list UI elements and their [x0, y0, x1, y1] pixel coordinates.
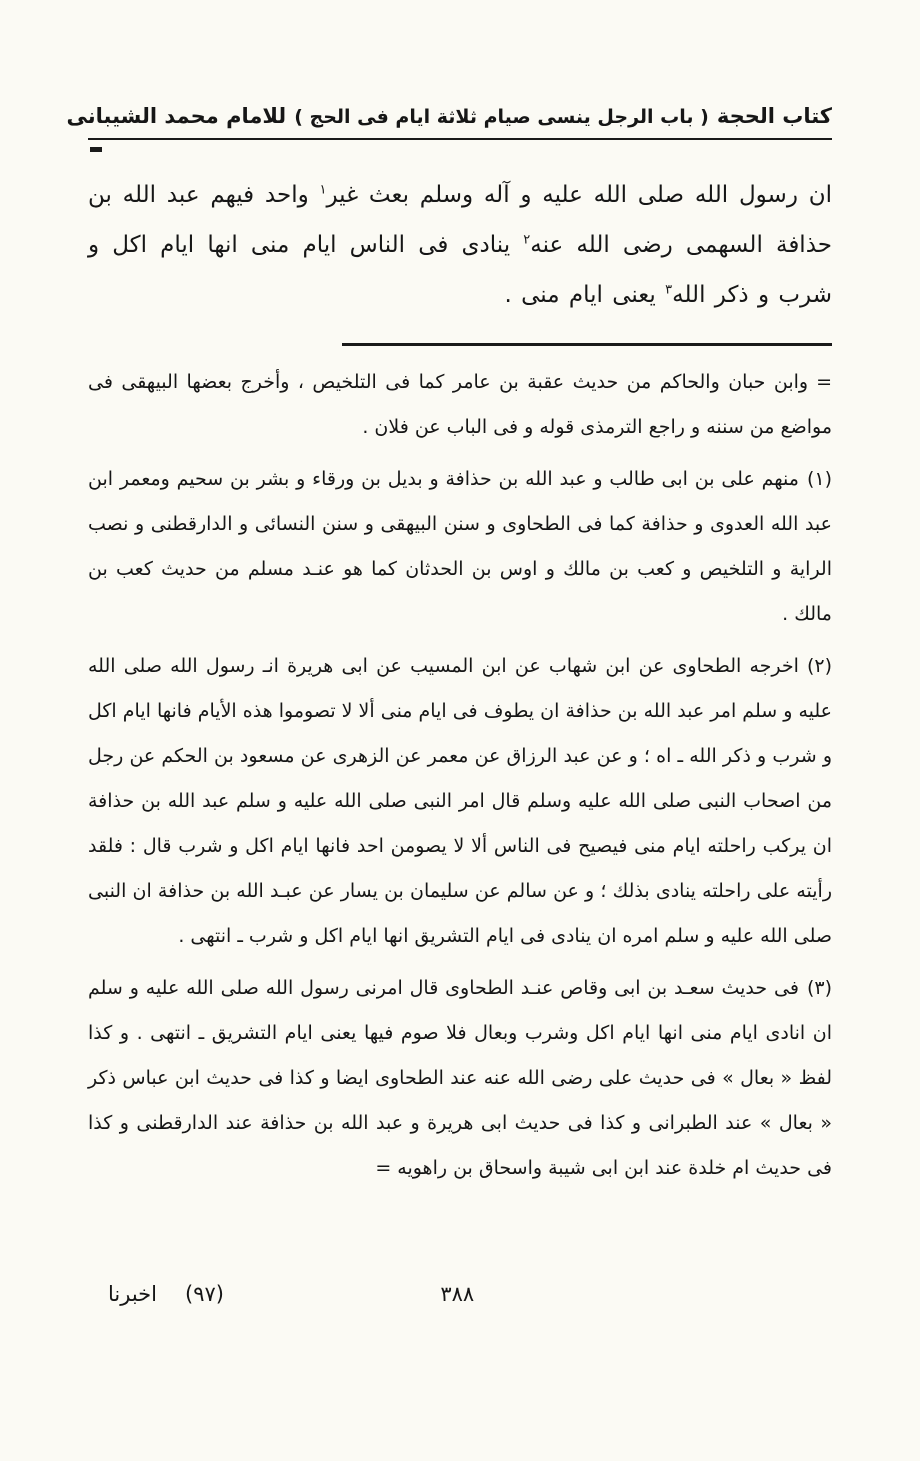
- footnote-text: فى حديث سعـد بن ابى وقاص عنـد الطحاوى قال امرنى رسول الله صلى الله عليه و سلم ان انادى ايام منى انها ايام اكل وشرب وبعال فلا صوم فيها يعنى ايام التشريق ـ انتهى . و كذا لفظ « بعال » فى حديث على رضى الله عنه عند الطحاوى ايضا و كذا فى حديث ابن عباس ذكر « بعال » عند الطبرانى و كذا فى حديث ابى هريرة و عبد الله بن حذافة عند الدارقطنى و كذا فى حديث ام خلدة عند ابن ابى شيبة واسحاق بن راهويه =: [88, 976, 832, 1179]
- header-rule-tick: [90, 147, 102, 152]
- quire-number: (٩٧): [184, 1282, 224, 1306]
- footnote-ref-3: ٣: [665, 282, 673, 298]
- footnote-1: [88, 457, 832, 637]
- main-text-segment: واحد فيهم عبد الله بن حذافة السهمى رضى الله عنه: [88, 182, 832, 258]
- page-header: [66, 104, 832, 140]
- main-text-segment: ينادى فى الناس ايام منى انها ايام اكل و شرب و ذكر الله: [88, 232, 832, 308]
- main-text-segment: يعنى ايام منى .: [504, 282, 666, 308]
- footnote-1-marker: (١): [806, 467, 832, 490]
- footnote-ref-2: ٢: [523, 232, 531, 248]
- author-name: للامام محمد الشيبانى: [66, 104, 287, 128]
- footnotes-block: [88, 360, 832, 1191]
- catchword-group: [108, 1282, 224, 1306]
- book-title: كتاب الحجة: [716, 104, 832, 128]
- page-footer: [88, 1282, 832, 1322]
- footnote-2-marker: (٢): [806, 654, 832, 677]
- main-text-segment: ان رسول الله صلى الله عليه و آله وسلم بعث غير: [326, 182, 832, 208]
- footnote-text: اخرجه الطحاوى عن ابن شهاب عن ابن المسيب عن ابى هريرة انـ رسول الله صلى الله عليه و سلم امر عبد الله بن حذافة ان يطوف فى ايام منى ألا لا تصوموا هذه الأيام فانها ايام اكل و شرب و ذكر الله ـ اه ؛ و عن عبد الرزاق عن معمر عن الزهرى عن مسعود بن الحكم عن رجل من اصحاب النبى صلى الله عليه وسلم قال امر النبى صلى الله عليه و سلم عبد الله بن حذافة ان يركب راحلته ايام منى فيصيح فى الناس ألا لا يصومن احد فانها ايام اكل و شرب قال : فلقد رأيته على راحلته ينادى بذلك ؛ و عن سالم عن سليمان بن يسار عن عبـد الله بن حذافة ان النبى صلى الله عليه و سلم امره ان ينادى فى ايام التشريق انها ايام اكل و شرب ـ انتهى .: [88, 654, 832, 947]
- footnote-text: وابن حبان والحاكم من حديث عقبة بن عامر كما فى التلخيص ، وأخرج بعضها البيهقى فى مواضع من سننه و راجع الترمذى قوله و فى الباب عن فلان .: [88, 370, 832, 438]
- footnote-text: منهم على بن ابى طالب و عبد الله بن حذافة و بديل بن ورقاء و بشر بن سحيم ومعمر ابن عبد الله العدوى و حذافة كما فى الطحاوى و سنن البيهقى و سنن النسائى و الدارقطنى و نصب الراية و التلخيص و كعب بن مالك و اوس بن الحدثان كما هو عنـد مسلم من حديث كعب بن مالك .: [88, 467, 832, 625]
- footnote-2: [88, 644, 832, 959]
- footnote-3-marker: (٣): [806, 976, 832, 999]
- footnote-ref-1: ١: [319, 182, 327, 198]
- footnote-continuation: [88, 360, 832, 450]
- footnote-separator-rule: [342, 343, 832, 346]
- footnote-3: [88, 966, 832, 1191]
- page-number: ٣٨٨: [440, 1282, 475, 1306]
- catchword: اخبرنا: [108, 1282, 157, 1306]
- chapter-title: ( باب الرجل ينسى صيام ثلاثة ايام فى الحج ): [294, 106, 709, 128]
- main-text-paragraph: [88, 170, 832, 320]
- footnote-continuation-marker: =: [816, 370, 832, 393]
